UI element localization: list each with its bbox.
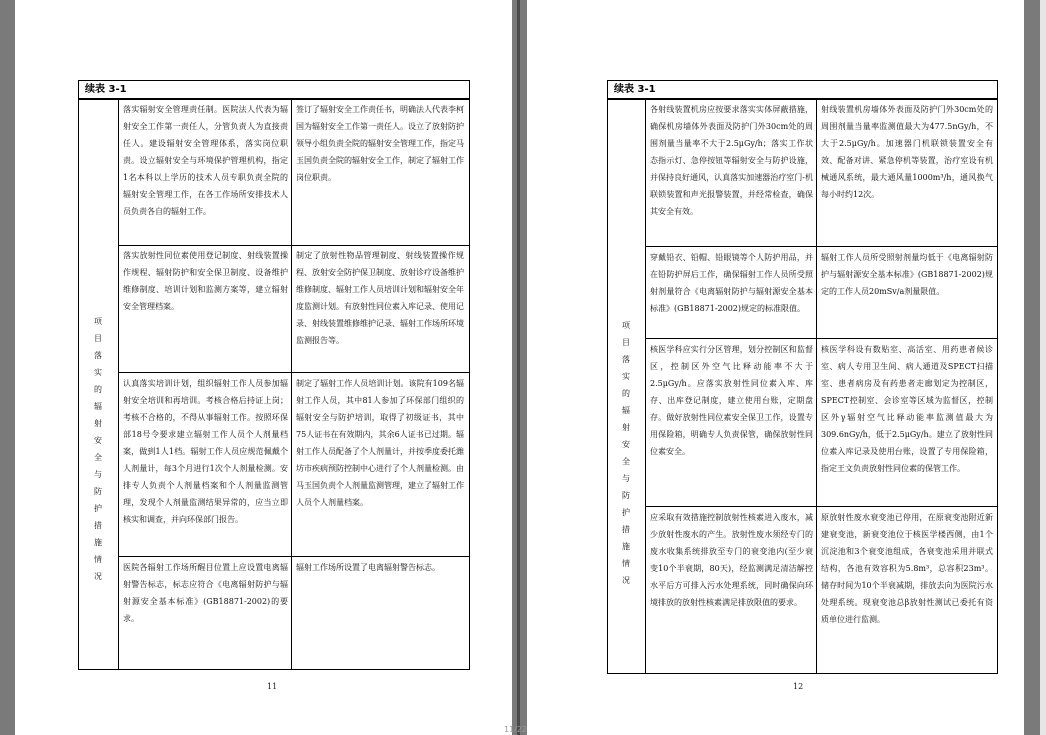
- table-title: 续表 3-1: [614, 84, 656, 95]
- row-divider: [118, 372, 469, 373]
- side-label: 项目落实的辐射安全与防护措施情况: [94, 317, 102, 581]
- requirement-cell: 落实放射性同位素使用登记制度、射线装置操作规程、辐射防护和安全保卫制度、设备维护维修制度、培训计划和监测方案等，建立辐射安全管理档案。: [123, 251, 288, 311]
- page-separator: [517, 0, 520, 735]
- requirement-cell: 各射线装置机房应按要求落实实体屏蔽措施，确保机房墙体外表面及防护门外30cm处的周围剂量当量率不大于2.5μGy/h；落实工作状态指示灯、急停按钮等辐射安全与防护设施，并保持良好通风，认真落实加速器治疗室门-机联锁装置和声光报警装置，并经常检查，确保其安全有效。: [650, 105, 813, 216]
- page-number: 12: [793, 682, 804, 691]
- requirement-cell: 穿戴铅衣、铅帽、铅眼镜等个人防护用品，并在铅防护屏后工作，确保辐射工作人员所受照射剂量符合《电离辐射防护与辐射源安全基本标准》(GB18871-2002)规定的标准限值。: [650, 253, 813, 313]
- implementation-cell: 辐射工作人员所受照射剂量均低于《电离辐射防护与辐射源安全基本标准》(GB18871-2002)规定的工作人员20mSv/a剂量限值。: [821, 253, 993, 296]
- page-indicator: 11/22: [504, 725, 528, 734]
- implementation-cell: 辐射工作场所设置了电离辐射警告标志。: [296, 563, 440, 572]
- col-divider-1: [645, 99, 646, 673]
- implementation-cell: 签订了辐射安全工作责任书，明确法人代表李柯国为辐射安全工作第一责任人。设立了放射防护领导小组负责全院的辐射安全管理工作，指定马玉国负责全院的辐射安全工作，制定了辐射工作岗位职责。: [296, 105, 464, 182]
- col-divider-2: [816, 99, 817, 673]
- row-divider: [645, 246, 997, 247]
- side-label: 项目落实的辐射安全与防护措施情况: [622, 321, 630, 585]
- implementation-cell: 原放射性废水衰变池已停用，在原衰变池附近新建衰变池，新衰变池位于核医学楼西侧，由1个沉淀池和3个衰变池组成，各衰变池采用并联式结构，各池有效容积为5.8m³，总容积23m³。储存时间为10个半衰减期，排放去向为医院污水处理系统。现衰变池总β放射性测试已委托有资质单位进行监测。: [821, 513, 993, 624]
- row-divider: [118, 245, 469, 246]
- requirement-cell: 认真落实培训计划，组织辐射工作人员参加辐射安全培训和再培训。考核合格后持证上岗；考核不合格的，不得从事辐射工作。按照环保部18号令要求建立辐射工作人员个人剂量档案，做到1人1档。辐射工作人员应规范佩戴个人剂量计，每3个月进行1次个人剂量检测。安排专人负责个人剂量档案和个人剂量监测管理，发现个人剂量监测结果异常的，应当立即核实和调查，并向环保部门报告。: [123, 379, 288, 524]
- page-number: 11: [267, 682, 278, 691]
- requirement-cell: 医院各辐射工作场所醒目位置上应设置电离辐射警告标志，标志应符合《电离辐射防护与辐射源安全基本标准》(GB18871-2002)的要求。: [123, 563, 288, 623]
- document-page-12: [527, 0, 1024, 735]
- implementation-cell: 射线装置机房墙体外表面及防护门外30cm处的周围剂量当量率监测值最大为477.5nGy/h，不大于2.5μGy/h。加速器门机联锁装置安全有效、配备对讲、紧急停机等装置，治疗室设有机械通风系统，最大通风量1000m³/h，通风换气每小时约12次。: [821, 105, 993, 199]
- col-divider-1: [118, 99, 119, 669]
- title-rule: [78, 98, 469, 100]
- table-title: 续表 3-1: [85, 84, 127, 95]
- title-rule: [607, 98, 997, 100]
- row-divider: [645, 338, 997, 339]
- requirement-cell: 核医学科应实行分区管理，划分控制区和监督区，控制区外空气比释动能率不大于2.5μGy/h。应落实放射性同位素入库、库存、出库登记制度，建立使用台账，定期盘存。做好放射性同位素安全保卫工作，设置专用保险箱，明确专人负责保管，确保放射性同位素安全。: [650, 345, 813, 456]
- row-divider: [645, 506, 997, 507]
- row-divider: [118, 556, 469, 557]
- document-page-11: [15, 0, 512, 735]
- implementation-cell: 制定了放射性物品管理制度、射线装置操作规程、放射安全防护保卫制度、放射诊疗设备维护维修制度、辐射工作人员培训计划和辐射安全年度监测计划。有放射性同位素入库记录、使用记录、射线装置维修维护记录、辐射工作场所环境监测报告等。: [296, 251, 464, 345]
- implementation-cell: 制定了辐射工作人员培训计划。该院有109名辐射工作人员，其中81人参加了环保部门组织的辐射安全与防护培训，取得了初级证书，其中75人证书在有效期内，其余6人证书已过期。辐射工作人员配备了个人剂量计，并按季度委托潍坊市疾病预防控制中心进行了个人剂量检测。由马玉国负责个人剂量监测管理，建立了辐射工作人员个人剂量档案。: [296, 379, 464, 507]
- requirement-cell: 落实辐射安全管理责任制。医院法人代表为辐射安全工作第一责任人，分管负责人为直接责任人。建设辐射安全管理体系，落实岗位职责。设立辐射安全与环境保护管理机构，指定1名本科以上学历的技术人员专职负责全院的辐射安全管理工作，在各工作场所安排技术人员负责各自的辐射工作。: [123, 105, 288, 216]
- col-divider-2: [291, 99, 292, 669]
- requirement-cell: 应采取有效措施控制放射性核素进入废水，减少放射性废水的产生。放射性废水须经专门的废水收集系统排放至专门的衰变池内(至少衰变10个半衰期，80天)，经监测满足清洁解控水平后方可排入污水处理系统，同时确保向环境排放的放射性核素满足排放限值的要求。: [650, 513, 813, 607]
- scrollbar[interactable]: [1040, 0, 1046, 735]
- implementation-cell: 核医学科设有数贴室、高活室、用药患者候诊室、病人专用卫生间、病人通道及SPECT扫描室、患者病房及有药患者走廊划定为控制区，SPECT控制室、会诊室等区域为监督区，控制区外γ辐射空气比释动能率监测值最大为309.6nGy/h，低于2.5μGy/h。建立了放射性同位素入库记录及使用台账，设置了专用保险箱，指定王文负责放射性同位素的保管工作。: [821, 345, 993, 473]
